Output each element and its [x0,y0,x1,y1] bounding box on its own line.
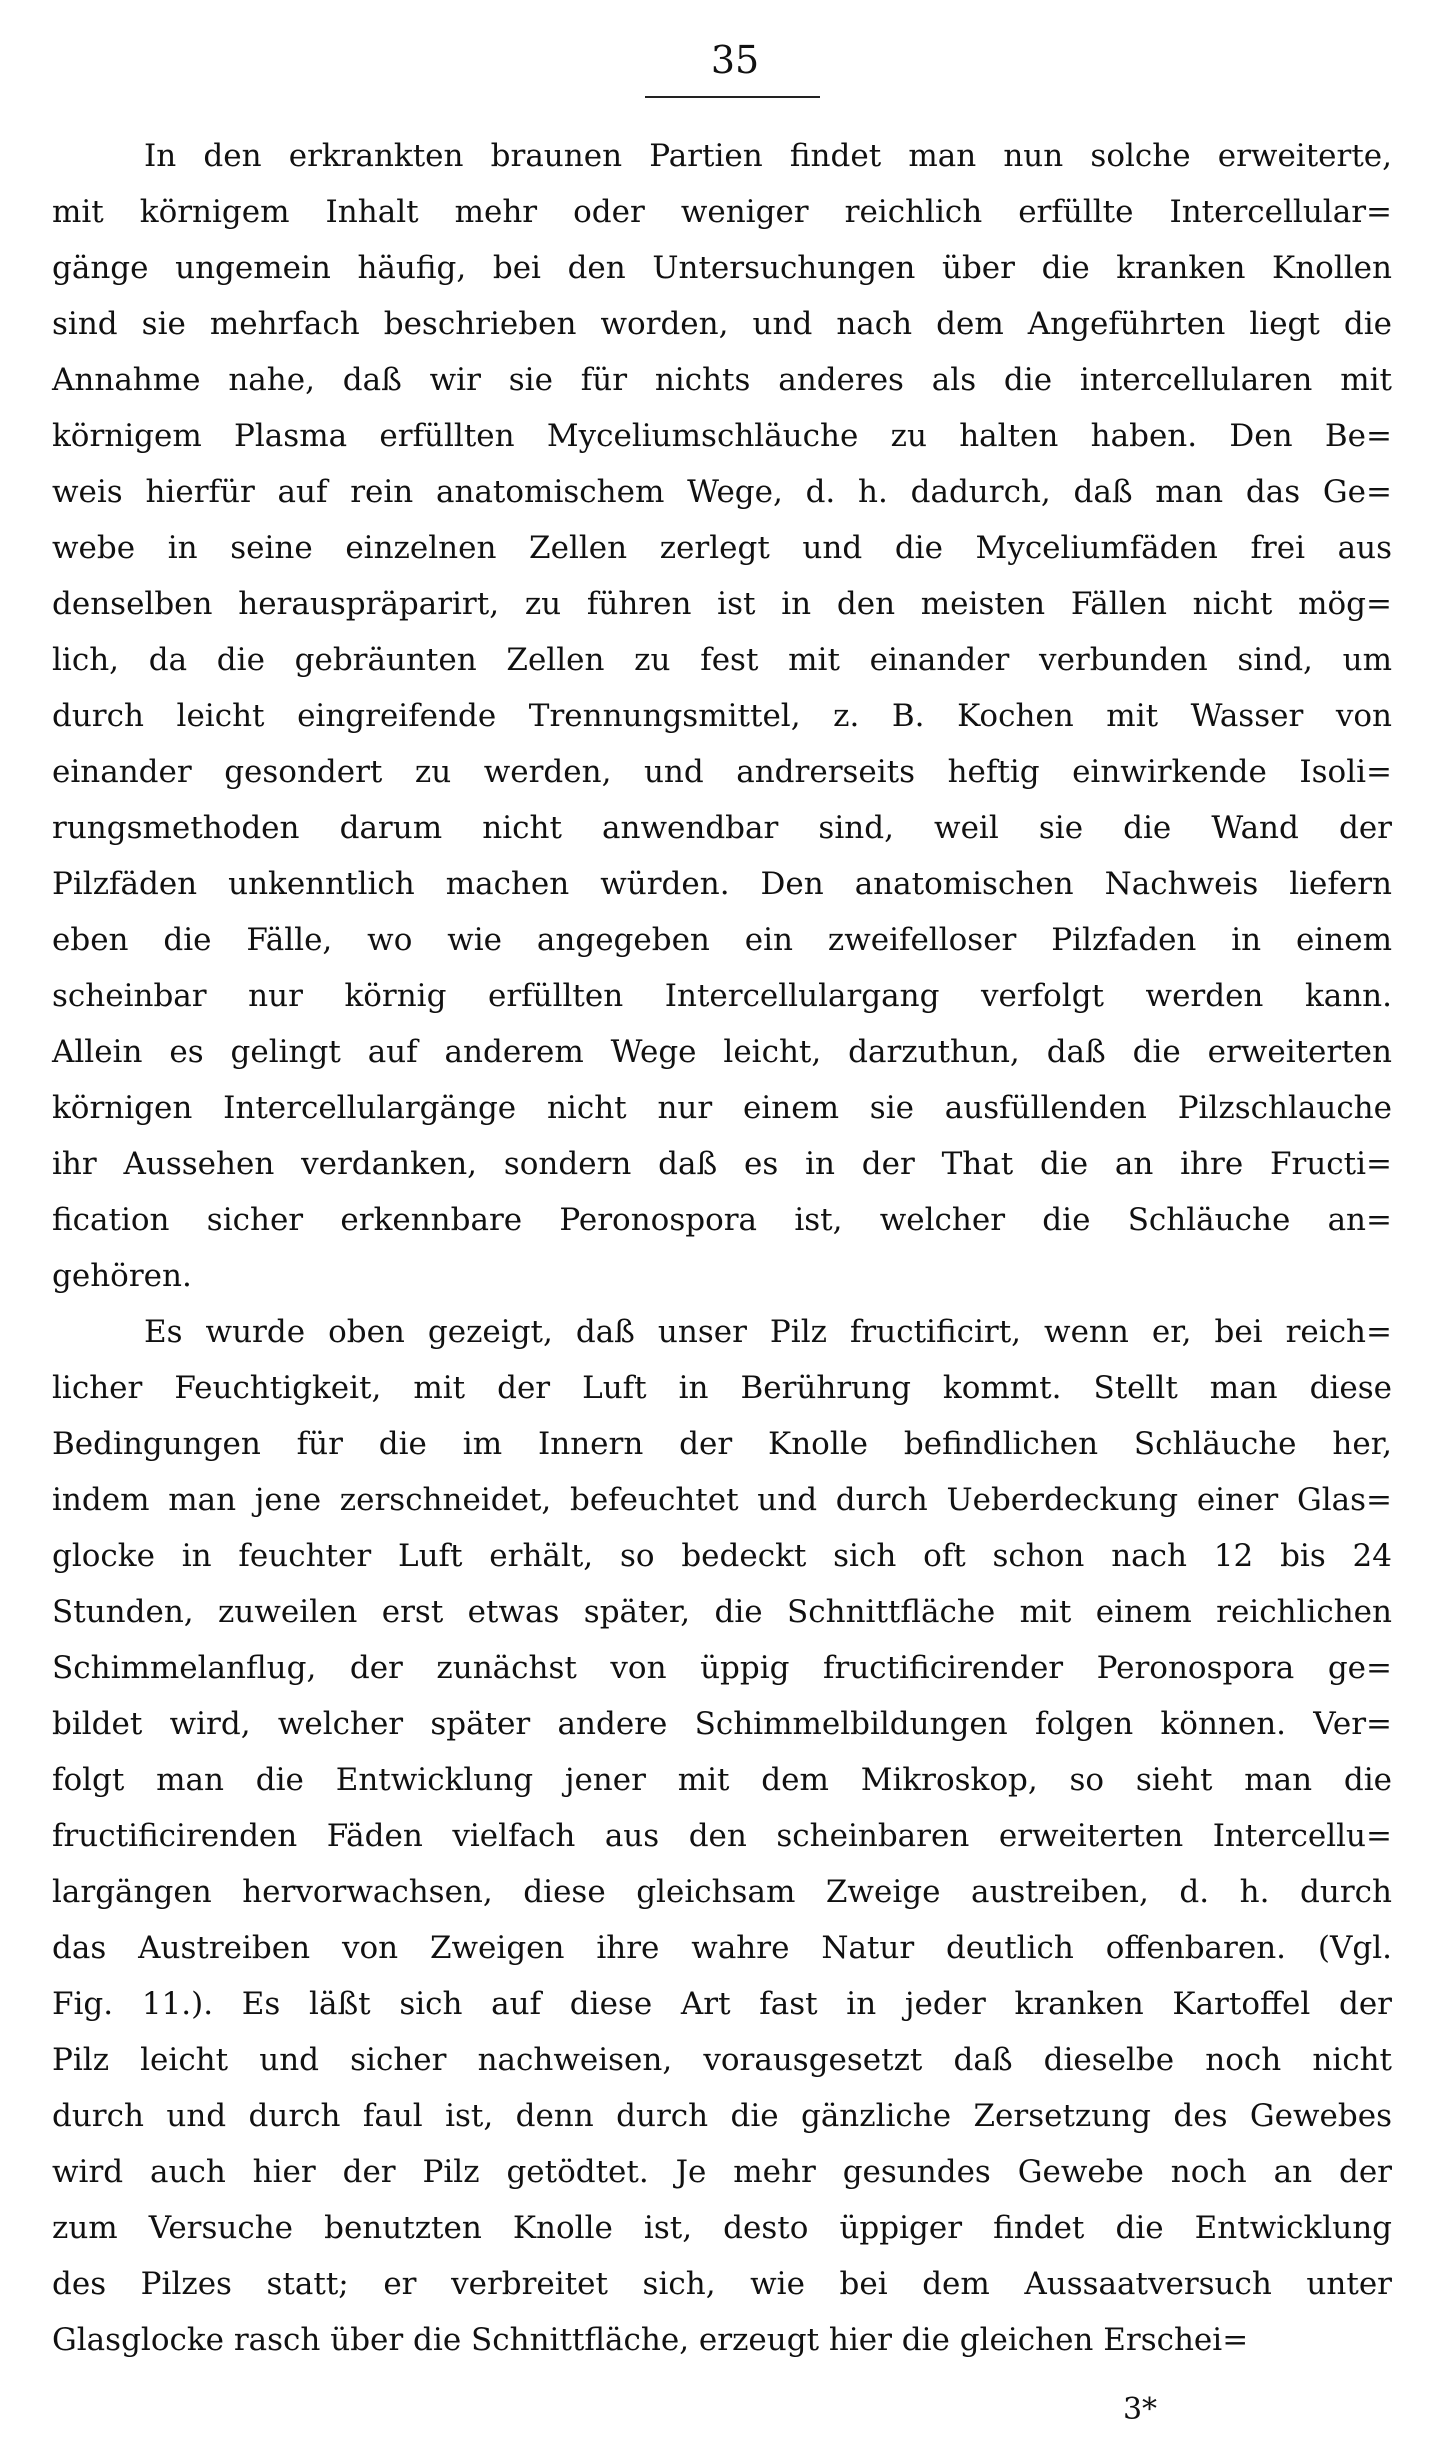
text-line: bildet wird, welcher später andere Schimmelbildungen folgen können. Ver= [52,1706,1392,1742]
paragraphs [52,128,1392,2368]
text-line: largängen hervorwachsen, diese gleichsam Zweige austreiben, d. h. durch [52,1874,1392,1910]
text-line: körnigem Plasma erfüllten Myceliumschläuche zu halten haben. Den Be= [52,418,1392,454]
text-line: zum Versuche benutzten Knolle ist, desto üppiger findet die Entwicklung [52,2210,1392,2246]
text-line: durch leicht eingreifende Trennungsmittel, z. B. Kochen mit Wasser von [52,698,1392,734]
text-line: weis hierfür auf rein anatomischem Wege, d. h. dadurch, daß man das Ge= [52,474,1392,510]
signature-mark: 3* [1122,2392,1158,2427]
text-line: glocke in feuchter Luft erhält, so bedeckt sich oft schon nach 12 bis 24 [52,1538,1392,1574]
text-line: mit körnigem Inhalt mehr oder weniger reichlich erfüllte Intercellular= [52,194,1392,230]
text-line: gehören. [52,1258,192,1294]
text-line: licher Feuchtigkeit, mit der Luft in Berührung kommt. Stellt man diese [52,1370,1392,1406]
text-line: Fig. 11.). Es läßt sich auf diese Art fast in jeder kranken Kartoffel der [52,1986,1392,2022]
text-line: Stunden, zuweilen erst etwas später, die Schnittfläche mit einem reichlichen [52,1594,1392,1630]
text-line: Annahme nahe, daß wir sie für nichts anderes als die intercellularen mit [52,362,1392,398]
text-line: scheinbar nur körnig erfüllten Intercellulargang verfolgt werden kann. [52,978,1392,1014]
text-line: Pilzfäden unkenntlich machen würden. Den anatomischen Nachweis liefern [52,866,1392,902]
text-line: Bedingungen für die im Innern der Knolle befindlichen Schläuche her, [52,1426,1392,1462]
text-line: Allein es gelingt auf anderem Wege leicht, darzuthun, daß die erweiterten [52,1034,1392,1070]
text-line: Pilz leicht und sicher nachweisen, vorausgesetzt daß dieselbe noch nicht [52,2042,1392,2078]
text-line: webe in seine einzelnen Zellen zerlegt und die Myceliumfäden frei aus [52,530,1392,566]
page-number: 35 [710,38,760,82]
text-line: ihr Aussehen verdanken, sondern daß es in der That die an ihre Fructi= [52,1146,1392,1182]
text-line: wird auch hier der Pilz getödtet. Je mehr gesundes Gewebe noch an der [52,2154,1392,2190]
text-line: indem man jene zerschneidet, befeuchtet und durch Ueberdeckung einer Glas= [52,1482,1392,1518]
body-text [52,128,1392,2368]
text-line: des Pilzes statt; er verbreitet sich, wie bei dem Aussaatversuch unter [52,2266,1392,2302]
text-line: gänge ungemein häufig, bei den Untersuchungen über die kranken Knollen [52,250,1392,286]
text-line: denselben herauspräparirt, zu führen ist in den meisten Fällen nicht mög= [52,586,1392,622]
text-line: Es wurde oben gezeigt, daß unser Pilz fructificirt, wenn er, bei reich= [144,1314,1392,1350]
text-line: folgt man die Entwicklung jener mit dem Mikroskop, so sieht man die [52,1762,1392,1798]
text-line: eben die Fälle, wo wie angegeben ein zweifelloser Pilzfaden in einem [52,922,1392,958]
text-line: das Austreiben von Zweigen ihre wahre Natur deutlich offenbaren. (Vgl. [52,1930,1392,1966]
text-line: rungsmethoden darum nicht anwendbar sind, weil sie die Wand der [52,810,1392,846]
text-line: Schimmelanflug, der zunächst von üppig fructificirender Peronospora ge= [52,1650,1392,1686]
header-rule [645,96,820,98]
text-line: In den erkrankten braunen Partien findet man nun solche erweiterte, [144,138,1392,174]
text-line: fructificirenden Fäden vielfach aus den scheinbaren erweiterten Intercellu= [52,1818,1392,1854]
text-line: sind sie mehrfach beschrieben worden, und nach dem Angeführten liegt die [52,306,1392,342]
text-line: fication sicher erkennbare Peronospora ist, welcher die Schläuche an= [52,1202,1392,1238]
text-line: Glasglocke rasch über die Schnittfläche, erzeugt hier die gleichen Erschei= [52,2322,1249,2358]
text-line: körnigen Intercellulargänge nicht nur einem sie ausfüllenden Pilzschlauche [52,1090,1392,1126]
text-line: durch und durch faul ist, denn durch die gänzliche Zersetzung des Gewebes [52,2098,1392,2134]
text-line: lich, da die gebräunten Zellen zu fest mit einander verbunden sind, um [52,642,1392,678]
text-line: einander gesondert zu werden, und andrerseits heftig einwirkende Isoli= [52,754,1392,790]
